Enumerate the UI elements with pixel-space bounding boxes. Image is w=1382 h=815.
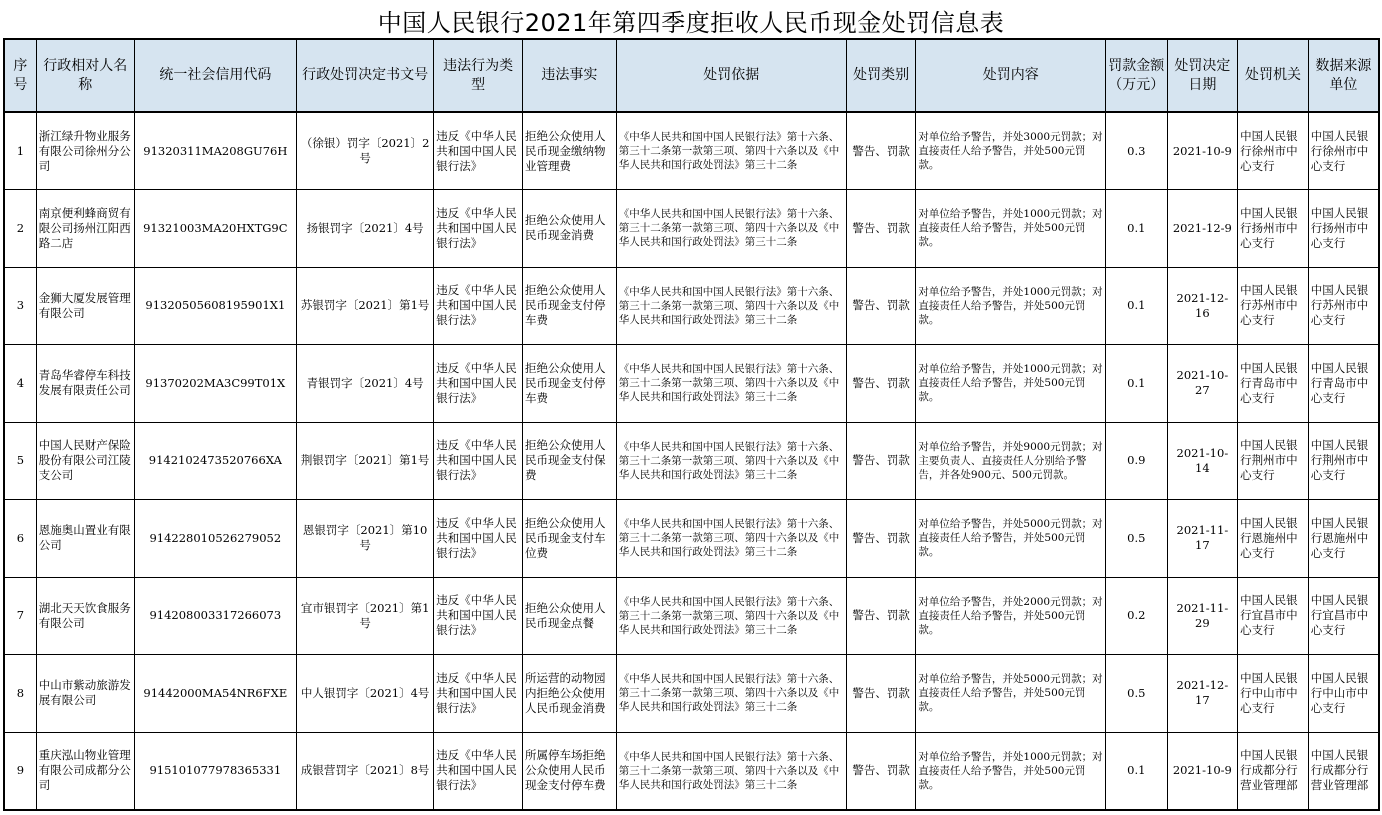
cell-no: 4: [4, 345, 36, 423]
cell-amount: 0.5: [1106, 500, 1168, 578]
page-title: 中国人民银行2021年第四季度拒收人民币现金处罚信息表: [377, 9, 1005, 37]
cell-amount: 0.5: [1106, 655, 1168, 733]
cell-code: 91442000MA54NR6FXE: [134, 655, 296, 733]
cell-fact: 拒绝公众使用人民币现金消费: [522, 190, 616, 268]
cell-basis: 《中华人民共和国中国人民银行法》第十六条、第三十二条第一款第三项、第四十六条以及《中华人民共和国行政处罚法》第三十二条: [616, 422, 846, 500]
cell-date: 2021-12-17: [1167, 655, 1238, 733]
cell-content: 对单位给予警告，并处5000元罚款；对直接责任人给予警告，并处500元罚款。: [916, 655, 1106, 733]
table-row: [4, 500, 1379, 578]
header-cell-type: 违法行为类型: [434, 39, 523, 112]
cell-doc: 苏银罚字〔2021〕第1号: [297, 267, 434, 345]
cell-authority: 中国人民银行成都分行营业管理部: [1238, 732, 1309, 810]
cell-date: 2021-11-17: [1167, 500, 1238, 578]
cell-category: 警告、罚款: [846, 112, 916, 190]
cell-authority: 中国人民银行中山市中心支行: [1238, 655, 1309, 733]
cell-content: 对单位给予警告，并处5000元罚款；对直接责任人给予警告，并处500元罚款。: [916, 500, 1106, 578]
cell-authority: 中国人民银行徐州市中心支行: [1238, 112, 1309, 190]
cell-amount: 0.1: [1106, 732, 1168, 810]
cell-date: 2021-10-14: [1167, 422, 1238, 500]
cell-no: 8: [4, 655, 36, 733]
cell-amount: 0.2: [1106, 577, 1168, 655]
cell-authority: 中国人民银行荆州市中心支行: [1238, 422, 1309, 500]
cell-authority: 中国人民银行青岛市中心支行: [1238, 345, 1309, 423]
cell-no: 3: [4, 267, 36, 345]
cell-doc: 恩银罚字〔2021〕第10号: [297, 500, 434, 578]
cell-code: 91320311MA208GU76H: [134, 112, 296, 190]
cell-fact: 拒绝公众使用人民币现金支付车位费: [522, 500, 616, 578]
header-cell-no: 序号: [4, 39, 36, 112]
header-cell-date: 处罚决定日期: [1167, 39, 1238, 112]
cell-category: 警告、罚款: [846, 500, 916, 578]
cell-category: 警告、罚款: [846, 345, 916, 423]
cell-source: 中国人民银行成都分行营业管理部: [1308, 732, 1379, 810]
header-cell-code: 统一社会信用代码: [134, 39, 296, 112]
cell-basis: 《中华人民共和国中国人民银行法》第十六条、第三十二条第一款第三项、第四十六条以及《中华人民共和国行政处罚法》第三十二条: [616, 577, 846, 655]
cell-code: 914228010526279052: [134, 500, 296, 578]
header-cell-name: 行政相对人名称: [36, 39, 134, 112]
cell-type: 违反《中华人民共和国中国人民银行法》: [434, 267, 523, 345]
cell-basis: 《中华人民共和国中国人民银行法》第十六条、第三十二条第一款第三项、第四十六条以及《中华人民共和国行政处罚法》第三十二条: [616, 500, 846, 578]
cell-date: 2021-11-29: [1167, 577, 1238, 655]
cell-source: 中国人民银行恩施州中心支行: [1308, 500, 1379, 578]
cell-doc: 青银罚字〔2021〕4号: [297, 345, 434, 423]
cell-code: 91321003MA20HXTG9C: [134, 190, 296, 268]
cell-fact: 拒绝公众使用人民币现金点餐: [522, 577, 616, 655]
penalty-table: [3, 38, 1380, 811]
cell-fact: 所运营的动物园内拒绝公众使用人民币现金消费: [522, 655, 616, 733]
cell-basis: 《中华人民共和国中国人民银行法》第十六条、第三十二条第一款第三项、第四十六条以及《中华人民共和国行政处罚法》第三十二条: [616, 267, 846, 345]
table-row: [4, 655, 1379, 733]
cell-basis: 《中华人民共和国中国人民银行法》第十六条、第三十二条第一款第三项、第四十六条以及《中华人民共和国行政处罚法》第三十二条: [616, 190, 846, 268]
cell-name: 湖北天天饮食服务有限公司: [36, 577, 134, 655]
table-row: [4, 422, 1379, 500]
cell-date: 2021-10-9: [1167, 732, 1238, 810]
cell-name: 重庆泓山物业管理有限公司成都分公司: [36, 732, 134, 810]
cell-no: 9: [4, 732, 36, 810]
cell-doc: 中人银罚字〔2021〕4号: [297, 655, 434, 733]
cell-type: 违反《中华人民共和国中国人民银行法》: [434, 577, 523, 655]
cell-code: 9142102473520766XA: [134, 422, 296, 500]
cell-source: 中国人民银行徐州市中心支行: [1308, 112, 1379, 190]
cell-type: 违反《中华人民共和国中国人民银行法》: [434, 112, 523, 190]
cell-content: 对单位给予警告，并处1000元罚款；对直接责任人给予警告，并处500元罚款。: [916, 267, 1106, 345]
cell-amount: 0.1: [1106, 267, 1168, 345]
cell-no: 2: [4, 190, 36, 268]
table-row: [4, 190, 1379, 268]
cell-name: 青岛华睿停车科技发展有限责任公司: [36, 345, 134, 423]
cell-category: 警告、罚款: [846, 422, 916, 500]
cell-fact: 拒绝公众使用人民币现金缴纳物业管理费: [522, 112, 616, 190]
cell-source: 中国人民银行青岛市中心支行: [1308, 345, 1379, 423]
table-row: [4, 577, 1379, 655]
cell-date: 2021-10-27: [1167, 345, 1238, 423]
cell-doc: 扬银罚字〔2021〕4号: [297, 190, 434, 268]
cell-name: 恩施奥山置业有限公司: [36, 500, 134, 578]
header-cell-amount: 罚款金额（万元）: [1106, 39, 1168, 112]
cell-fact: 拒绝公众使用人民币现金支付保费: [522, 422, 616, 500]
cell-code: 915101077978365331: [134, 732, 296, 810]
cell-name: 浙江绿升物业服务有限公司徐州分公司: [36, 112, 134, 190]
cell-category: 警告、罚款: [846, 190, 916, 268]
header-row: [4, 39, 1379, 112]
cell-no: 5: [4, 422, 36, 500]
cell-name: 南京便利蜂商贸有限公司扬州江阳西路二店: [36, 190, 134, 268]
cell-category: 警告、罚款: [846, 577, 916, 655]
cell-authority: 中国人民银行苏州市中心支行: [1238, 267, 1309, 345]
cell-amount: 0.1: [1106, 190, 1168, 268]
header-cell-authority: 处罚机关: [1238, 39, 1309, 112]
cell-type: 违反《中华人民共和国中国人民银行法》: [434, 655, 523, 733]
cell-content: 对单位给予警告，并处3000元罚款；对直接责任人给予警告，并处500元罚款。: [916, 112, 1106, 190]
cell-authority: 中国人民银行宜昌市中心支行: [1238, 577, 1309, 655]
cell-fact: 所属停车场拒绝公众使用人民币现金支付停车费: [522, 732, 616, 810]
cell-name: 中国人民财产保险股份有限公司江陵支公司: [36, 422, 134, 500]
header-cell-fact: 违法事实: [522, 39, 616, 112]
cell-category: 警告、罚款: [846, 655, 916, 733]
cell-source: 中国人民银行宜昌市中心支行: [1308, 577, 1379, 655]
cell-doc: 荆银罚字〔2021〕第1号: [297, 422, 434, 500]
cell-content: 对单位给予警告，并处2000元罚款；对直接责任人给予警告，并处500元罚款。: [916, 577, 1106, 655]
cell-basis: 《中华人民共和国中国人民银行法》第十六条、第三十二条第一款第三项、第四十六条以及《中华人民共和国行政处罚法》第三十二条: [616, 112, 846, 190]
cell-category: 警告、罚款: [846, 267, 916, 345]
cell-type: 违反《中华人民共和国中国人民银行法》: [434, 345, 523, 423]
cell-code: 914208003317266073: [134, 577, 296, 655]
cell-fact: 拒绝公众使用人民币现金支付停车费: [522, 345, 616, 423]
cell-source: 中国人民银行苏州市中心支行: [1308, 267, 1379, 345]
cell-amount: 0.1: [1106, 345, 1168, 423]
cell-content: 对单位给予警告，并处9000元罚款；对主要负责人、直接责任人分别给予警告，并各处900元、500元罚款。: [916, 422, 1106, 500]
cell-doc: （徐银）罚字〔2021〕2号: [297, 112, 434, 190]
cell-no: 7: [4, 577, 36, 655]
cell-content: 对单位给予警告，并处1000元罚款；对直接责任人给予警告，并处500元罚款。: [916, 345, 1106, 423]
cell-source: 中国人民银行中山市中心支行: [1308, 655, 1379, 733]
cell-no: 1: [4, 112, 36, 190]
cell-basis: 《中华人民共和国中国人民银行法》第十六条、第三十二条第一款第三项、第四十六条以及《中华人民共和国行政处罚法》第三十二条: [616, 345, 846, 423]
cell-type: 违反《中华人民共和国中国人民银行法》: [434, 732, 523, 810]
cell-code: 91370202MA3C99T01X: [134, 345, 296, 423]
cell-code: 91320505608195901X1: [134, 267, 296, 345]
cell-category: 警告、罚款: [846, 732, 916, 810]
table-row: [4, 345, 1379, 423]
header-cell-category: 处罚类别: [846, 39, 916, 112]
cell-source: 中国人民银行荆州市中心支行: [1308, 422, 1379, 500]
header-cell-content: 处罚内容: [916, 39, 1106, 112]
header-cell-doc: 行政处罚决定书文号: [297, 39, 434, 112]
cell-name: 中山市紫动旅游发展有限公司: [36, 655, 134, 733]
header-cell-source: 数据来源单位: [1308, 39, 1379, 112]
cell-content: 对单位给予警告，并处1000元罚款；对直接责任人给予警告，并处500元罚款。: [916, 732, 1106, 810]
cell-type: 违反《中华人民共和国中国人民银行法》: [434, 500, 523, 578]
cell-name: 金狮大厦发展管理有限公司: [36, 267, 134, 345]
cell-date: 2021-12-16: [1167, 267, 1238, 345]
cell-type: 违反《中华人民共和国中国人民银行法》: [434, 422, 523, 500]
cell-source: 中国人民银行扬州市中心支行: [1308, 190, 1379, 268]
cell-basis: 《中华人民共和国中国人民银行法》第十六条、第三十二条第一款第三项、第四十六条以及《中华人民共和国行政处罚法》第三十二条: [616, 655, 846, 733]
cell-amount: 0.9: [1106, 422, 1168, 500]
cell-content: 对单位给予警告，并处1000元罚款；对直接责任人给予警告，并处500元罚款。: [916, 190, 1106, 268]
cell-no: 6: [4, 500, 36, 578]
header-cell-basis: 处罚依据: [616, 39, 846, 112]
cell-fact: 拒绝公众使用人民币现金支付停车费: [522, 267, 616, 345]
cell-date: 2021-12-9: [1167, 190, 1238, 268]
cell-type: 违反《中华人民共和国中国人民银行法》: [434, 190, 523, 268]
table-row: [4, 732, 1379, 810]
cell-doc: 宜市银罚字〔2021〕第1号: [297, 577, 434, 655]
cell-doc: 成银营罚字〔2021〕8号: [297, 732, 434, 810]
cell-amount: 0.3: [1106, 112, 1168, 190]
table-row: [4, 112, 1379, 190]
cell-authority: 中国人民银行恩施州中心支行: [1238, 500, 1309, 578]
table-row: [4, 267, 1379, 345]
cell-date: 2021-10-9: [1167, 112, 1238, 190]
cell-basis: 《中华人民共和国中国人民银行法》第十六条、第三十二条第一款第三项、第四十六条以及《中华人民共和国行政处罚法》第三十二条: [616, 732, 846, 810]
cell-authority: 中国人民银行扬州市中心支行: [1238, 190, 1309, 268]
